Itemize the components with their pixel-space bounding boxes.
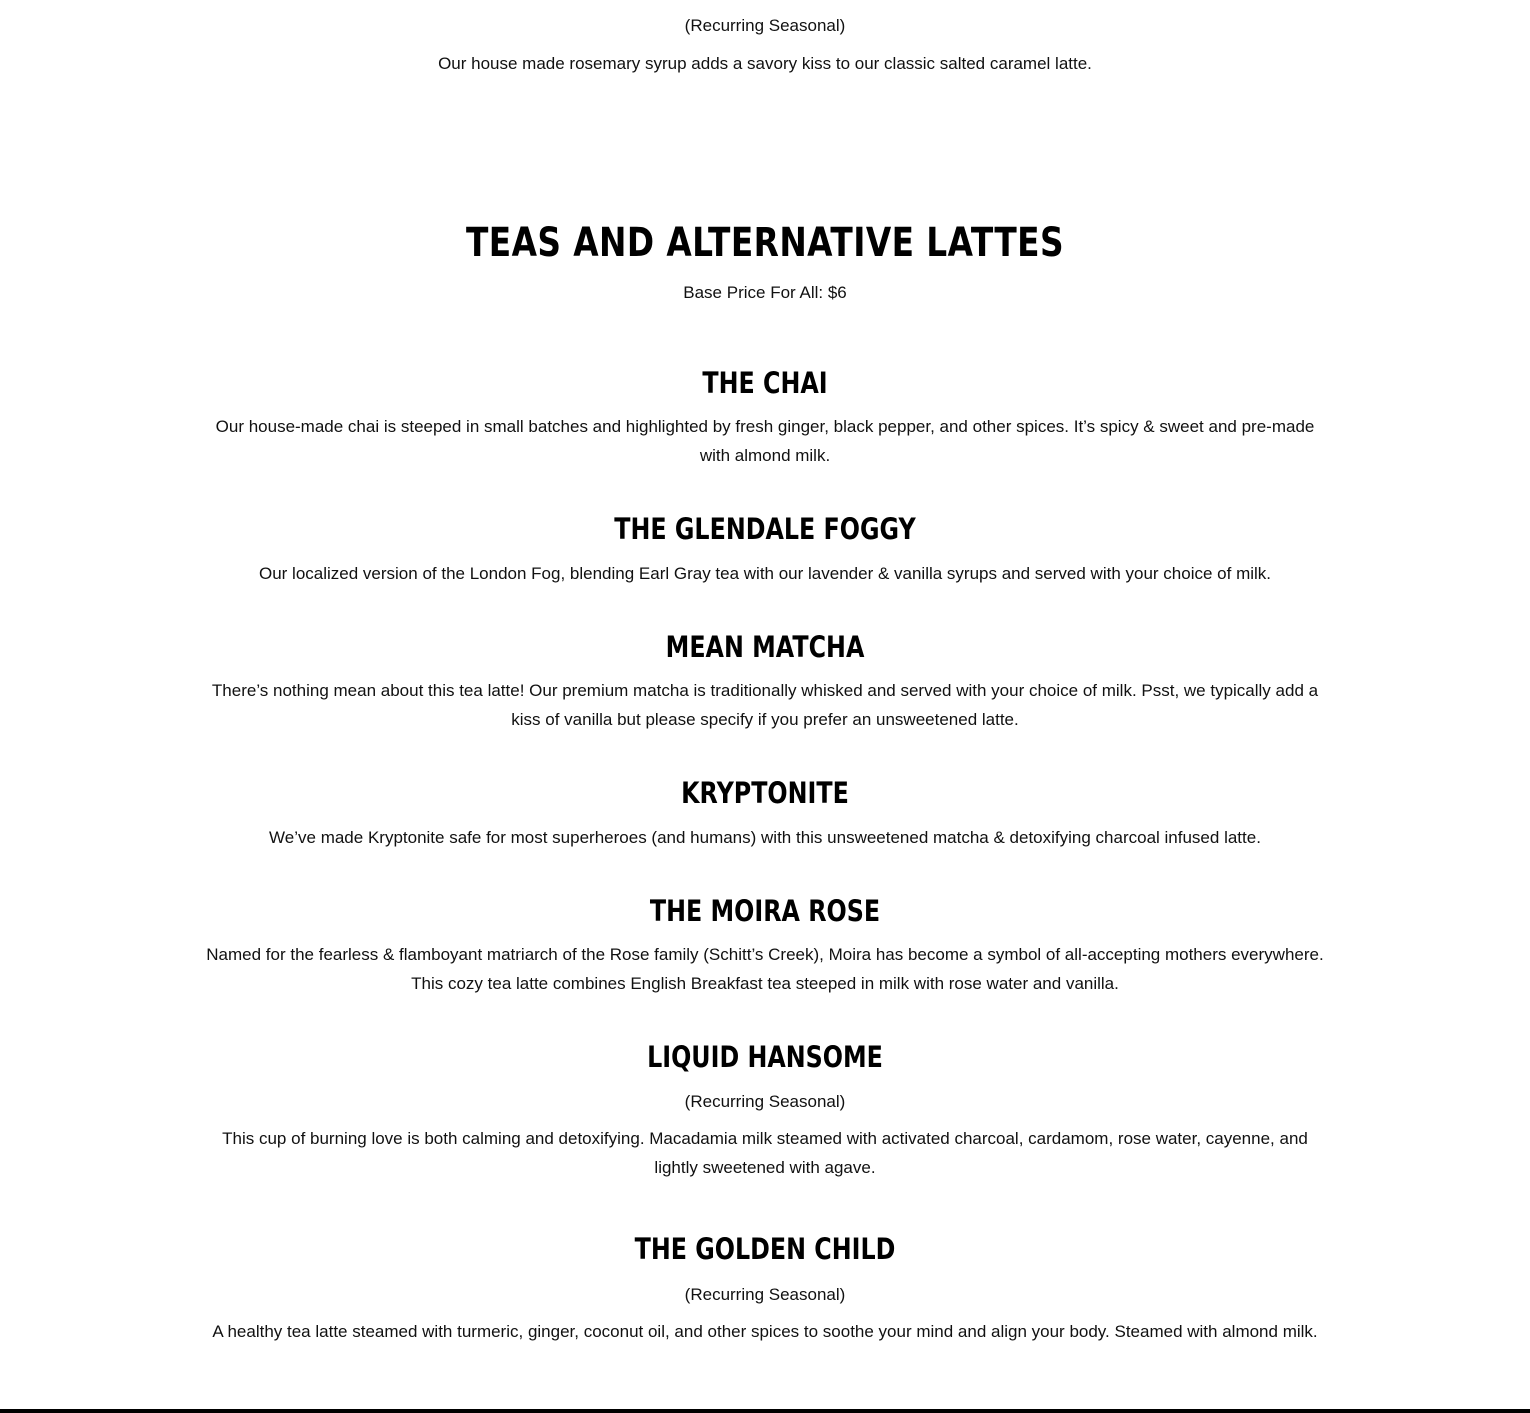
footer-divider: [0, 1409, 1530, 1413]
menu-item-title-kryptonite: KRYPTONITE: [681, 776, 849, 810]
menu-item-seasonal-note-golden-child: (Recurring Seasonal): [684, 1285, 846, 1304]
menu-item-title-mean-matcha: MEAN MATCHA: [665, 630, 865, 664]
previous-item-description: Our house made rosemary syrup adds a savory kiss to our classic salted caramel latte.: [438, 54, 1092, 73]
menu-item-title-moira-rose: THE MOIRA ROSE: [649, 894, 881, 928]
menu-item-description-liquid-hansome: This cup of burning love is both calming and detoxifying. Macadamia milk steamed with activated charcoal, cardamom, rose water, cayenne, and lightly sweetened with agave.: [222, 1129, 1308, 1177]
menu-item-seasonal-note-liquid-hansome: (Recurring Seasonal): [684, 1092, 846, 1111]
menu-item-description-golden-child: A healthy tea latte steamed with turmeric, ginger, coconut oil, and other spices to soothe your mind and align your body. Steamed with almond milk.: [212, 1322, 1318, 1341]
previous-item-seasonal-note: (Recurring Seasonal): [684, 16, 846, 35]
section-title: TEAS AND ALTERNATIVE LATTES: [465, 220, 1064, 266]
menu-item-title-liquid-hansome: LIQUID HANSOME: [647, 1040, 883, 1074]
menu-item-description-mean-matcha: There’s nothing mean about this tea latte! Our premium matcha is traditionally whisked and served with your choice of milk. Psst, we typically add a kiss of vanilla but please specify if you prefer an unsweetened latte.: [211, 681, 1319, 729]
section-base-price: Base Price For All: $6: [683, 283, 847, 302]
menu-item-title-glendale-foggy: THE GLENDALE FOGGY: [614, 512, 916, 546]
menu-item-description-moira-rose: Named for the fearless & flamboyant matriarch of the Rose family (Schitt’s Creek), Moira has become a symbol of all-accepting mothers everywhere. This cozy tea latte combines English Breakfast tea steeped in milk with rose water and vanilla.: [206, 945, 1324, 993]
menu-item-description-chai: Our house-made chai is steeped in small batches and highlighted by fresh ginger, black pepper, and other spices. It’s spicy & sweet and pre-made with almond milk.: [215, 417, 1315, 465]
menu-item-description-kryptonite: We’ve made Kryptonite safe for most superheroes (and humans) with this unsweetened matcha & detoxifying charcoal infused latte.: [269, 828, 1261, 847]
menu-item-description-glendale-foggy: Our localized version of the London Fog, blending Earl Gray tea with our lavender & vanilla syrups and served with your choice of milk.: [258, 564, 1272, 583]
menu-item-title-chai: THE CHAI: [702, 366, 828, 400]
menu-item-title-golden-child: THE GOLDEN CHILD: [634, 1232, 896, 1266]
